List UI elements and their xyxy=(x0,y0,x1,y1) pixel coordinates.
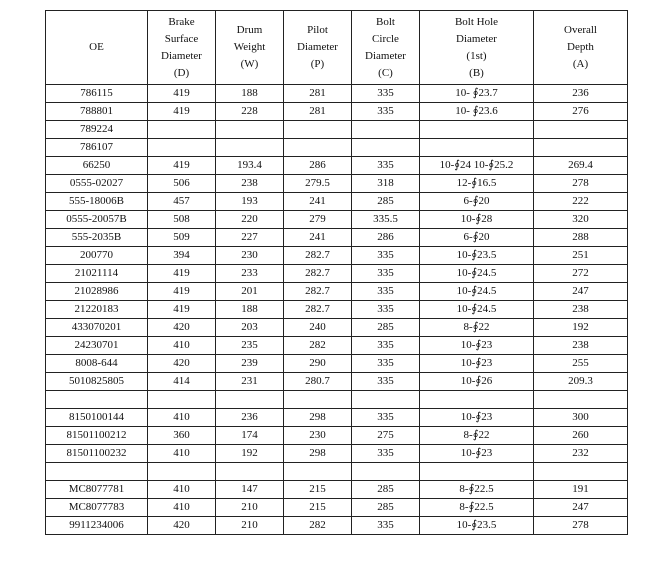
cell-d: 419 xyxy=(148,103,216,121)
cell-d: 410 xyxy=(148,337,216,355)
cell-w: 230 xyxy=(216,247,284,265)
cell-oe: 0555-02027 xyxy=(46,175,148,193)
cell-w: 193.4 xyxy=(216,157,284,175)
cell-c: 335 xyxy=(352,337,420,355)
table-row xyxy=(46,175,628,193)
cell-p: 298 xyxy=(284,409,352,427)
cell-b: 6-∮20 xyxy=(420,193,534,211)
cell-c: 275 xyxy=(352,427,420,445)
cell-w: 192 xyxy=(216,445,284,463)
cell-p: 280.7 xyxy=(284,373,352,391)
cell-b: 10-∮24 10-∮25.2 xyxy=(420,157,534,175)
column-header-line: Bolt xyxy=(376,15,395,28)
cell-c: 335 xyxy=(352,517,420,535)
cell-b: 10-∮23 xyxy=(420,445,534,463)
cell-a: 278 xyxy=(534,517,628,535)
cell-p: 282.7 xyxy=(284,283,352,301)
column-header-line: (C) xyxy=(378,66,393,79)
cell-d: 420 xyxy=(148,517,216,535)
cell-a: 272 xyxy=(534,265,628,283)
column-header-line: (P) xyxy=(310,58,325,70)
cell-p: 298 xyxy=(284,445,352,463)
column-header-p xyxy=(284,11,352,85)
cell-b: 8-∮22.5 xyxy=(420,499,534,517)
cell-a: 247 xyxy=(534,283,628,301)
cell-oe xyxy=(46,463,148,481)
cell-d: 360 xyxy=(148,427,216,445)
cell-w: 233 xyxy=(216,265,284,283)
cell-a xyxy=(534,121,628,139)
cell-c: 335 xyxy=(352,409,420,427)
cell-oe: 21021114 xyxy=(46,265,148,283)
column-header-line: Bolt Hole xyxy=(454,15,499,28)
table-row xyxy=(46,445,628,463)
cell-a: 320 xyxy=(534,211,628,229)
cell-c: 335 xyxy=(352,265,420,283)
cell-w: 174 xyxy=(216,427,284,445)
cell-d: 410 xyxy=(148,445,216,463)
cell-b: 10-∮23 xyxy=(420,337,534,355)
cell-c: 285 xyxy=(352,481,420,499)
column-header-line: Weight xyxy=(233,41,266,53)
cell-p xyxy=(284,463,352,481)
table-row xyxy=(46,193,628,211)
cell-oe: 5010825805 xyxy=(46,373,148,391)
cell-oe: 788801 xyxy=(46,103,148,121)
cell-w xyxy=(216,391,284,409)
cell-p: 240 xyxy=(284,319,352,337)
cell-w: 147 xyxy=(216,481,284,499)
cell-b: 10-∮23 xyxy=(420,409,534,427)
cell-oe: 81501100232 xyxy=(46,445,148,463)
cell-d: 419 xyxy=(148,301,216,319)
cell-w: 210 xyxy=(216,499,284,517)
table-row xyxy=(46,391,628,409)
cell-c xyxy=(352,463,420,481)
cell-b: 8-∮22.5 xyxy=(420,481,534,499)
cell-p: 215 xyxy=(284,481,352,499)
cell-b: 10-∮24.5 xyxy=(420,283,534,301)
cell-oe: 21220183 xyxy=(46,301,148,319)
cell-p: 279.5 xyxy=(284,175,352,193)
cell-c: 318 xyxy=(352,175,420,193)
cell-oe: 21028986 xyxy=(46,283,148,301)
cell-b: 8-∮22 xyxy=(420,319,534,337)
cell-oe: MC8077783 xyxy=(46,499,148,517)
column-header-a xyxy=(534,11,628,85)
table-body xyxy=(46,85,628,535)
cell-c: 335 xyxy=(352,445,420,463)
column-header-line: Surface xyxy=(164,32,199,45)
table-row xyxy=(46,247,628,265)
table-row xyxy=(46,481,628,499)
cell-b: 10-∮23 xyxy=(420,355,534,373)
cell-c xyxy=(352,139,420,157)
cell-d: 419 xyxy=(148,85,216,103)
cell-p: 282.7 xyxy=(284,301,352,319)
cell-d: 457 xyxy=(148,193,216,211)
cell-c: 285 xyxy=(352,319,420,337)
cell-d: 506 xyxy=(148,175,216,193)
column-header-line: Depth xyxy=(567,41,594,53)
cell-p: 282 xyxy=(284,337,352,355)
cell-a: 247 xyxy=(534,499,628,517)
cell-d: 394 xyxy=(148,247,216,265)
cell-d xyxy=(148,463,216,481)
cell-w: 193 xyxy=(216,193,284,211)
cell-b: 10-∮26 xyxy=(420,373,534,391)
cell-p: 241 xyxy=(284,193,352,211)
cell-oe: MC8077781 xyxy=(46,481,148,499)
cell-oe: 24230701 xyxy=(46,337,148,355)
cell-c: 335 xyxy=(352,247,420,265)
cell-a: 232 xyxy=(534,445,628,463)
cell-p: 279 xyxy=(284,211,352,229)
cell-c xyxy=(352,391,420,409)
header-row xyxy=(46,11,628,85)
cell-b: 10- ∮23.7 xyxy=(420,85,534,103)
table-row xyxy=(46,157,628,175)
cell-w: 231 xyxy=(216,373,284,391)
cell-a xyxy=(534,391,628,409)
cell-b xyxy=(420,391,534,409)
cell-d xyxy=(148,391,216,409)
column-header-line: Drum xyxy=(236,24,263,36)
column-header-line: Pilot xyxy=(307,24,328,36)
cell-oe: 786115 xyxy=(46,85,148,103)
cell-c: 335 xyxy=(352,373,420,391)
table-row xyxy=(46,301,628,319)
cell-w: 238 xyxy=(216,175,284,193)
cell-a: 236 xyxy=(534,85,628,103)
cell-w: 227 xyxy=(216,229,284,247)
column-header-d xyxy=(148,11,216,85)
cell-b xyxy=(420,139,534,157)
cell-w: 235 xyxy=(216,337,284,355)
cell-d: 419 xyxy=(148,283,216,301)
column-header-b xyxy=(420,11,534,85)
cell-p: 282.7 xyxy=(284,265,352,283)
table-row xyxy=(46,337,628,355)
cell-d: 420 xyxy=(148,319,216,337)
cell-c: 335 xyxy=(352,85,420,103)
cell-oe: 0555-20057B xyxy=(46,211,148,229)
table-row xyxy=(46,211,628,229)
cell-oe: 200770 xyxy=(46,247,148,265)
cell-w: 220 xyxy=(216,211,284,229)
cell-d: 410 xyxy=(148,481,216,499)
cell-c: 286 xyxy=(352,229,420,247)
cell-c: 335 xyxy=(352,283,420,301)
cell-oe: 8008-644 xyxy=(46,355,148,373)
cell-w: 188 xyxy=(216,301,284,319)
cell-b: 10-∮24.5 xyxy=(420,301,534,319)
cell-p xyxy=(284,121,352,139)
cell-d xyxy=(148,121,216,139)
cell-oe: 433070201 xyxy=(46,319,148,337)
cell-b: 10-∮28 xyxy=(420,211,534,229)
spec-table-container xyxy=(45,10,628,535)
cell-a: 300 xyxy=(534,409,628,427)
column-header-line: Diameter xyxy=(365,49,406,62)
cell-a: 238 xyxy=(534,337,628,355)
cell-b xyxy=(420,121,534,139)
cell-oe: 66250 xyxy=(46,157,148,175)
column-header-w xyxy=(216,11,284,85)
cell-p: 282 xyxy=(284,517,352,535)
brake-drum-spec-table xyxy=(45,10,628,535)
cell-d: 419 xyxy=(148,157,216,175)
cell-a: 251 xyxy=(534,247,628,265)
column-header-line: OE xyxy=(89,41,104,53)
cell-c: 285 xyxy=(352,499,420,517)
cell-b: 8-∮22 xyxy=(420,427,534,445)
column-header-line: Overall xyxy=(564,24,597,36)
cell-b: 10- ∮23.6 xyxy=(420,103,534,121)
cell-a: 288 xyxy=(534,229,628,247)
cell-a xyxy=(534,463,628,481)
column-header-line: (B) xyxy=(469,66,484,79)
cell-p xyxy=(284,391,352,409)
column-header-line: (W) xyxy=(240,58,259,70)
table-row xyxy=(46,517,628,535)
column-header-line: Diameter xyxy=(297,41,338,53)
cell-oe: 8150100144 xyxy=(46,409,148,427)
column-header-line: Brake xyxy=(168,15,195,28)
cell-w: 201 xyxy=(216,283,284,301)
cell-b xyxy=(420,463,534,481)
cell-a: 276 xyxy=(534,103,628,121)
table-row xyxy=(46,409,628,427)
column-header-line: Diameter xyxy=(161,49,202,62)
cell-oe: 9911234006 xyxy=(46,517,148,535)
table-row xyxy=(46,319,628,337)
column-header-line: (1st) xyxy=(466,49,487,62)
column-header-oe xyxy=(46,11,148,85)
cell-p: 230 xyxy=(284,427,352,445)
cell-d: 410 xyxy=(148,499,216,517)
table-row xyxy=(46,265,628,283)
cell-b: 12-∮16.5 xyxy=(420,175,534,193)
cell-w xyxy=(216,139,284,157)
table-row xyxy=(46,283,628,301)
cell-p xyxy=(284,139,352,157)
cell-c: 335 xyxy=(352,103,420,121)
cell-oe: 555-2035B xyxy=(46,229,148,247)
cell-d: 509 xyxy=(148,229,216,247)
cell-a: 192 xyxy=(534,319,628,337)
cell-c xyxy=(352,121,420,139)
table-row xyxy=(46,229,628,247)
cell-a: 222 xyxy=(534,193,628,211)
cell-w: 188 xyxy=(216,85,284,103)
cell-d: 414 xyxy=(148,373,216,391)
cell-b: 10-∮23.5 xyxy=(420,247,534,265)
cell-oe: 789224 xyxy=(46,121,148,139)
cell-a: 260 xyxy=(534,427,628,445)
cell-a: 209.3 xyxy=(534,373,628,391)
cell-a: 191 xyxy=(534,481,628,499)
cell-w: 228 xyxy=(216,103,284,121)
cell-b: 10-∮23.5 xyxy=(420,517,534,535)
column-header-line: (D) xyxy=(173,66,190,79)
cell-p: 241 xyxy=(284,229,352,247)
cell-w xyxy=(216,463,284,481)
column-header-line: Diameter xyxy=(456,32,497,45)
cell-p: 281 xyxy=(284,103,352,121)
table-row xyxy=(46,85,628,103)
cell-b: 6-∮20 xyxy=(420,229,534,247)
cell-oe xyxy=(46,391,148,409)
cell-c: 335 xyxy=(352,301,420,319)
table-row xyxy=(46,121,628,139)
cell-d: 508 xyxy=(148,211,216,229)
cell-w: 236 xyxy=(216,409,284,427)
cell-p: 290 xyxy=(284,355,352,373)
cell-d: 410 xyxy=(148,409,216,427)
cell-a xyxy=(534,139,628,157)
table-row xyxy=(46,463,628,481)
cell-w: 210 xyxy=(216,517,284,535)
table-row xyxy=(46,373,628,391)
column-header-line: Circle xyxy=(372,32,399,45)
cell-p: 215 xyxy=(284,499,352,517)
cell-w: 203 xyxy=(216,319,284,337)
cell-oe: 555-18006B xyxy=(46,193,148,211)
column-header-line: (A) xyxy=(572,58,589,70)
table-row xyxy=(46,355,628,373)
cell-c: 335 xyxy=(352,355,420,373)
cell-d xyxy=(148,139,216,157)
cell-a: 278 xyxy=(534,175,628,193)
cell-d: 419 xyxy=(148,265,216,283)
table-row xyxy=(46,139,628,157)
cell-p: 286 xyxy=(284,157,352,175)
cell-c: 335.5 xyxy=(352,211,420,229)
cell-w xyxy=(216,121,284,139)
column-header-c xyxy=(352,11,420,85)
table-row xyxy=(46,499,628,517)
cell-d: 420 xyxy=(148,355,216,373)
cell-oe: 786107 xyxy=(46,139,148,157)
cell-c: 335 xyxy=(352,157,420,175)
cell-a: 255 xyxy=(534,355,628,373)
cell-a: 238 xyxy=(534,301,628,319)
table-row xyxy=(46,103,628,121)
table-row xyxy=(46,427,628,445)
cell-w: 239 xyxy=(216,355,284,373)
cell-c: 285 xyxy=(352,193,420,211)
cell-a: 269.4 xyxy=(534,157,628,175)
cell-oe: 81501100212 xyxy=(46,427,148,445)
cell-p: 282.7 xyxy=(284,247,352,265)
cell-b: 10-∮24.5 xyxy=(420,265,534,283)
cell-p: 281 xyxy=(284,85,352,103)
